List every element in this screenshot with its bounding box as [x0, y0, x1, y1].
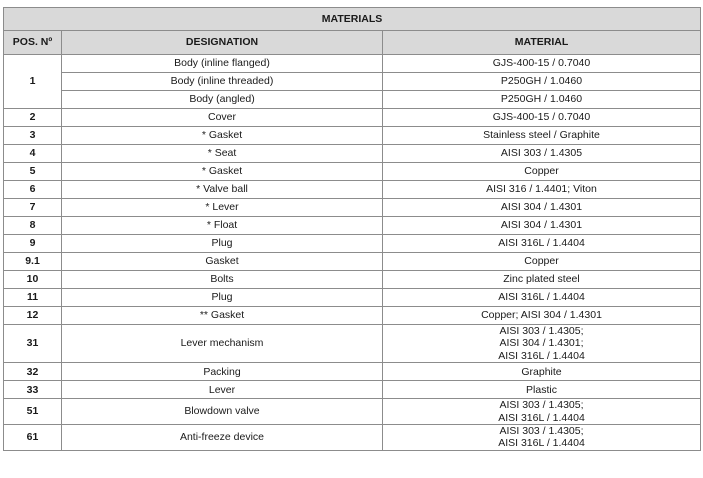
table-row [4, 109, 701, 127]
column-header-pos: POS. Nº [4, 31, 62, 55]
designation-cell: * Float [62, 217, 383, 235]
material-cell [383, 253, 701, 271]
material-cell [383, 271, 701, 289]
material-line: AISI 304 / 1.4301 [500, 201, 583, 214]
material-line: AISI 316L / 1.4404 [498, 291, 585, 304]
table-row [4, 289, 701, 307]
table-row [4, 181, 701, 199]
material-cell [383, 363, 701, 381]
material-cell [383, 127, 701, 145]
pos-cell: 2 [4, 109, 62, 127]
designation-cell: Body (angled) [62, 91, 383, 109]
material-cell [383, 289, 701, 307]
material-line: P250GH / 1.0460 [500, 75, 583, 88]
pos-cell: 31 [4, 325, 62, 363]
pos-cell: 32 [4, 363, 62, 381]
table-row [4, 425, 701, 451]
material-line: GJS-400-15 / 0.7040 [492, 57, 591, 70]
pos-cell: 8 [4, 217, 62, 235]
material-line: Zinc plated steel [503, 273, 580, 286]
material-cell [383, 381, 701, 399]
material-line: AISI 316L / 1.4404 [498, 411, 585, 424]
table-row [4, 381, 701, 399]
table-row [4, 253, 701, 271]
material-line: Plastic [526, 383, 557, 396]
table-title-row [4, 8, 701, 31]
designation-cell: Gasket [62, 253, 383, 271]
table-row [4, 217, 701, 235]
designation-cell: * Seat [62, 145, 383, 163]
designation-cell: Body (inline flanged) [62, 55, 383, 73]
material-line: AISI 303 / 1.4305; [499, 325, 584, 337]
designation-cell: Plug [62, 289, 383, 307]
material-cell [383, 163, 701, 181]
pos-cell: 10 [4, 271, 62, 289]
pos-cell: 7 [4, 199, 62, 217]
table-row [4, 145, 701, 163]
designation-cell: * Gasket [62, 163, 383, 181]
table-row [4, 163, 701, 181]
material-cell [383, 55, 701, 73]
column-header-designation: DESIGNATION [62, 31, 383, 55]
material-cell [383, 199, 701, 217]
pos-cell: 4 [4, 145, 62, 163]
pos-cell: 51 [4, 399, 62, 425]
table-row [4, 271, 701, 289]
material-line: GJS-400-15 / 0.7040 [492, 111, 591, 124]
material-cell [383, 399, 701, 425]
material-line: AISI 303 / 1.4305; [499, 399, 584, 412]
material-line: AISI 304 / 1.4301; [499, 337, 584, 350]
pos-cell: 12 [4, 307, 62, 325]
column-header-material: MATERIAL [383, 31, 701, 55]
designation-cell: Blowdown valve [62, 399, 383, 425]
material-cell [383, 109, 701, 127]
designation-cell: Plug [62, 235, 383, 253]
table-row [4, 307, 701, 325]
pos-cell: 9 [4, 235, 62, 253]
designation-cell: * Gasket [62, 127, 383, 145]
material-line: AISI 316L / 1.4404 [498, 349, 585, 362]
table-row [4, 235, 701, 253]
material-line: Copper [524, 165, 559, 178]
materials-table [3, 7, 701, 451]
pos-cell: 11 [4, 289, 62, 307]
designation-cell: ** Gasket [62, 307, 383, 325]
material-cell [383, 181, 701, 199]
designation-cell: * Valve ball [62, 181, 383, 199]
material-line: AISI 316L / 1.4404 [498, 437, 585, 450]
table-row [4, 199, 701, 217]
material-cell [383, 307, 701, 325]
materials-table-container [3, 7, 700, 451]
material-cell [383, 325, 701, 363]
material-cell [383, 235, 701, 253]
material-line: Graphite [521, 365, 562, 378]
designation-cell: Bolts [62, 271, 383, 289]
material-line: AISI 316 / 1.4401; Viton [486, 183, 597, 196]
table-row [4, 73, 701, 91]
material-cell [383, 91, 701, 109]
designation-cell: Lever mechanism [62, 325, 383, 363]
material-line: Stainless steel / Graphite [483, 129, 600, 142]
table-body [4, 55, 701, 451]
designation-cell: Cover [62, 109, 383, 127]
table-header-row [4, 31, 701, 55]
pos-cell: 33 [4, 381, 62, 399]
material-line: Copper [524, 255, 559, 268]
material-cell [383, 73, 701, 91]
material-line: AISI 316L / 1.4404 [498, 237, 585, 250]
designation-cell: Packing [62, 363, 383, 381]
designation-cell: Body (inline threaded) [62, 73, 383, 91]
table-row [4, 325, 701, 363]
material-line: AISI 303 / 1.4305; [499, 425, 584, 438]
material-cell [383, 217, 701, 235]
pos-cell: 5 [4, 163, 62, 181]
pos-cell: 1 [4, 55, 62, 109]
table-row [4, 55, 701, 73]
pos-cell: 9.1 [4, 253, 62, 271]
material-line: Copper; AISI 304 / 1.4301 [481, 309, 602, 322]
table-title: MATERIALS [4, 8, 701, 31]
pos-cell: 6 [4, 181, 62, 199]
pos-cell: 61 [4, 425, 62, 451]
table-row [4, 91, 701, 109]
table-row [4, 399, 701, 425]
designation-cell: Anti-freeze device [62, 425, 383, 451]
table-row [4, 363, 701, 381]
material-cell [383, 145, 701, 163]
material-line: AISI 303 / 1.4305 [500, 147, 583, 160]
material-line: P250GH / 1.0460 [500, 93, 583, 106]
table-row [4, 127, 701, 145]
designation-cell: * Lever [62, 199, 383, 217]
pos-cell: 3 [4, 127, 62, 145]
material-line: AISI 304 / 1.4301 [500, 219, 583, 232]
designation-cell: Lever [62, 381, 383, 399]
material-cell [383, 425, 701, 451]
